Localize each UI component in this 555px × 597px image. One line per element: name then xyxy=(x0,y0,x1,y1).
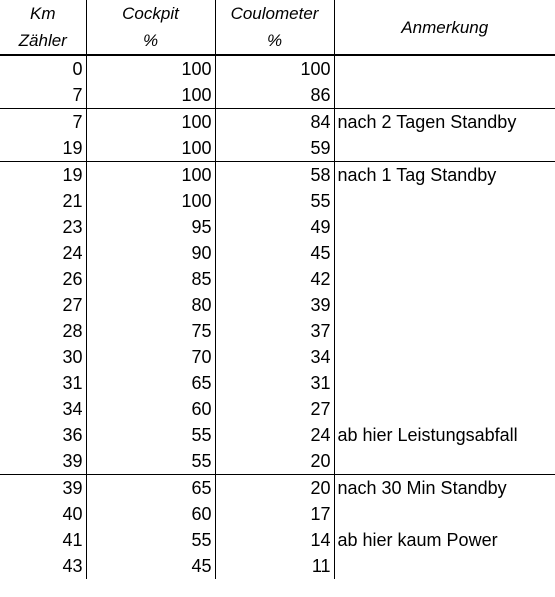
coulometer-cell: 34 xyxy=(215,344,334,370)
km-cell: 40 xyxy=(0,501,86,527)
coulometer-cell: 59 xyxy=(215,135,334,162)
table-row xyxy=(0,109,555,136)
table-row xyxy=(0,370,555,396)
note-cell xyxy=(334,370,555,396)
table-row xyxy=(0,422,555,448)
km-cell: 30 xyxy=(0,344,86,370)
km-cell: 19 xyxy=(0,135,86,162)
header-anmerkung: Anmerkung xyxy=(334,0,555,55)
table-body xyxy=(0,55,555,579)
km-cell: 24 xyxy=(0,240,86,266)
note-cell xyxy=(334,396,555,422)
table-row xyxy=(0,318,555,344)
km-cell: 31 xyxy=(0,370,86,396)
coulometer-cell: 37 xyxy=(215,318,334,344)
table-row xyxy=(0,396,555,422)
note-cell xyxy=(334,266,555,292)
coulometer-cell: 20 xyxy=(215,475,334,502)
table-row xyxy=(0,162,555,189)
coulometer-cell: 45 xyxy=(215,240,334,266)
header-row xyxy=(0,0,555,55)
note-cell xyxy=(334,501,555,527)
cockpit-cell: 100 xyxy=(86,109,215,136)
note-cell xyxy=(334,55,555,82)
cockpit-cell: 100 xyxy=(86,82,215,109)
km-cell: 26 xyxy=(0,266,86,292)
table-row xyxy=(0,214,555,240)
coulometer-cell: 58 xyxy=(215,162,334,189)
cockpit-cell: 95 xyxy=(86,214,215,240)
cockpit-cell: 100 xyxy=(86,162,215,189)
km-cell: 27 xyxy=(0,292,86,318)
note-cell: ab hier kaum Power xyxy=(334,527,555,553)
note-cell xyxy=(334,188,555,214)
note-cell xyxy=(334,82,555,109)
coulometer-cell: 11 xyxy=(215,553,334,579)
coulometer-cell: 84 xyxy=(215,109,334,136)
km-cell: 28 xyxy=(0,318,86,344)
table-row xyxy=(0,292,555,318)
note-cell xyxy=(334,214,555,240)
cockpit-cell: 85 xyxy=(86,266,215,292)
cockpit-cell: 45 xyxy=(86,553,215,579)
coulometer-cell: 39 xyxy=(215,292,334,318)
note-cell xyxy=(334,318,555,344)
cockpit-cell: 55 xyxy=(86,527,215,553)
km-cell: 43 xyxy=(0,553,86,579)
coulometer-cell: 17 xyxy=(215,501,334,527)
cockpit-cell: 65 xyxy=(86,475,215,502)
cockpit-cell: 75 xyxy=(86,318,215,344)
km-cell: 41 xyxy=(0,527,86,553)
table-row xyxy=(0,448,555,475)
header-cockpit: Cockpit % xyxy=(86,0,215,55)
table-row xyxy=(0,266,555,292)
cockpit-cell: 60 xyxy=(86,501,215,527)
coulometer-cell: 24 xyxy=(215,422,334,448)
note-cell xyxy=(334,448,555,475)
cockpit-cell: 100 xyxy=(86,135,215,162)
km-cell: 34 xyxy=(0,396,86,422)
note-cell xyxy=(334,553,555,579)
cockpit-cell: 55 xyxy=(86,448,215,475)
coulometer-cell: 100 xyxy=(215,55,334,82)
km-cell: 7 xyxy=(0,109,86,136)
coulometer-cell: 49 xyxy=(215,214,334,240)
km-cell: 21 xyxy=(0,188,86,214)
coulometer-cell: 27 xyxy=(215,396,334,422)
cockpit-cell: 60 xyxy=(86,396,215,422)
cockpit-cell: 100 xyxy=(86,188,215,214)
km-cell: 19 xyxy=(0,162,86,189)
table-row xyxy=(0,82,555,109)
table-row xyxy=(0,240,555,266)
km-cell: 39 xyxy=(0,448,86,475)
note-cell: nach 2 Tagen Standby xyxy=(334,109,555,136)
coulometer-cell: 31 xyxy=(215,370,334,396)
coulometer-cell: 42 xyxy=(215,266,334,292)
note-cell xyxy=(334,344,555,370)
table-row xyxy=(0,135,555,162)
coulometer-cell: 20 xyxy=(215,448,334,475)
cockpit-cell: 100 xyxy=(86,55,215,82)
km-cell: 0 xyxy=(0,55,86,82)
header-km: Km Zähler xyxy=(0,0,86,55)
note-cell xyxy=(334,240,555,266)
note-cell xyxy=(334,135,555,162)
cockpit-cell: 80 xyxy=(86,292,215,318)
note-cell xyxy=(334,292,555,318)
note-cell: nach 1 Tag Standby xyxy=(334,162,555,189)
table-row xyxy=(0,501,555,527)
table-row xyxy=(0,344,555,370)
table-row xyxy=(0,475,555,502)
cockpit-cell: 55 xyxy=(86,422,215,448)
coulometer-cell: 14 xyxy=(215,527,334,553)
header-coulometer: Coulometer % xyxy=(215,0,334,55)
km-cell: 23 xyxy=(0,214,86,240)
table-row xyxy=(0,55,555,82)
table-row xyxy=(0,527,555,553)
note-cell: nach 30 Min Standby xyxy=(334,475,555,502)
km-cell: 39 xyxy=(0,475,86,502)
coulometer-cell: 55 xyxy=(215,188,334,214)
cockpit-cell: 65 xyxy=(86,370,215,396)
km-cell: 7 xyxy=(0,82,86,109)
cockpit-cell: 70 xyxy=(86,344,215,370)
note-cell: ab hier Leistungsabfall xyxy=(334,422,555,448)
table-row xyxy=(0,553,555,579)
km-cell: 36 xyxy=(0,422,86,448)
coulometer-cell: 86 xyxy=(215,82,334,109)
cockpit-cell: 90 xyxy=(86,240,215,266)
table-row xyxy=(0,188,555,214)
